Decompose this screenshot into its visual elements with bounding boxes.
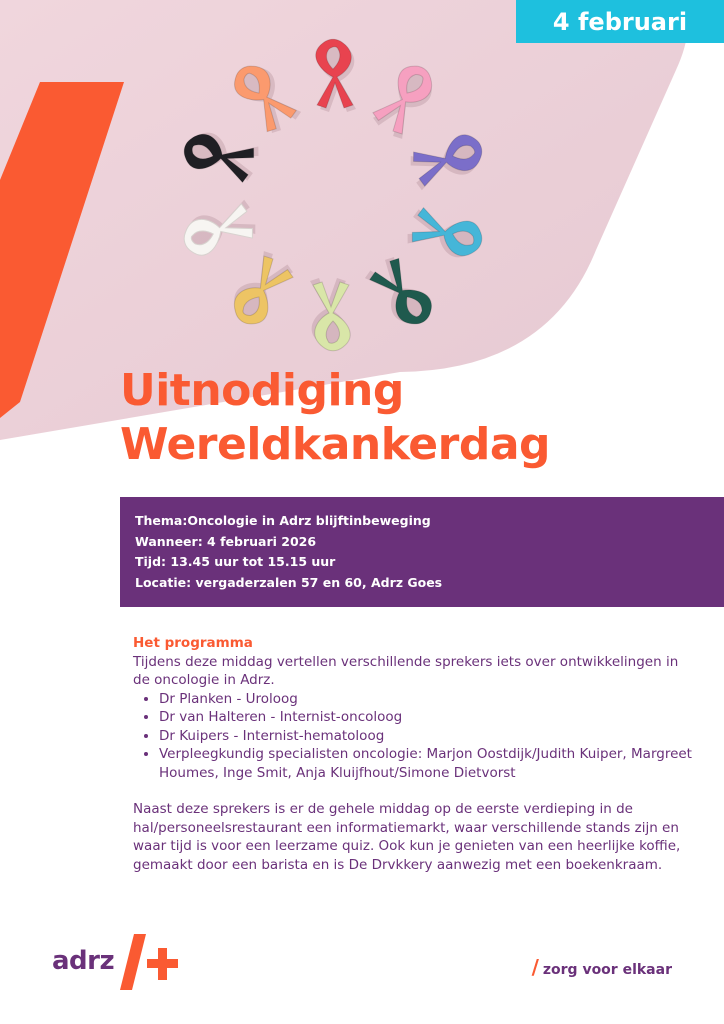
info-time: Tijd: 13.45 uur tot 15.15 uur [135, 554, 336, 569]
slogan [532, 955, 672, 979]
program-heading: Het programma [133, 635, 253, 651]
info-location: Locatie: vergaderzalen 57 en 60, Adrz Goes [135, 574, 443, 590]
speaker-item: • Dr Planken - Uroloog [159, 690, 693, 709]
title-line-1: Uitnodiging [120, 365, 404, 416]
speaker-list [133, 690, 693, 783]
speaker-item: • Verpleegkundig specialisten oncologie: Marjon Oostdijk/Judith Kuiper, Margreet Houmes, Inge Smit, Anja Kluijfhout/Simone Dietvorst [159, 745, 693, 782]
slogan-text: zorg voor elkaar [542, 962, 672, 978]
slash-icon: / [531, 955, 539, 979]
speaker-item: • Dr Kuipers - Internist-hematoloog [159, 727, 693, 746]
date-badge: 4 februari [516, 0, 724, 43]
program-section [133, 634, 693, 874]
program-intro: Tijdens deze middag vertellen verschillende sprekers iets over ontwikkelingen in de oncologie in Adrz. [133, 653, 679, 688]
logo-text: adrz [52, 946, 115, 976]
adrz-logo [52, 932, 182, 992]
info-theme: Thema:Oncologie in Adrz blijftinbeweging [135, 513, 431, 528]
info-date: Wanneer: 4 februari 2026 [135, 533, 317, 549]
event-info-box [120, 497, 724, 607]
program-closing: Naast deze sprekers is er de gehele middag op de eerste verdieping in de hal/personeelsrestaurant een informatiemarkt, waar verschillende stands zijn en waar tijd is voor een leerzame quiz. Ook kun je genieten van een heerlijke koffie, gemaakt door een barista en is De Drvkkery aanwezig met een boekenkraam. [133, 801, 681, 873]
page-title [120, 364, 550, 472]
title-line-2: Wereldkankerdag [120, 419, 551, 470]
slash-plus-icon [118, 932, 182, 992]
speaker-item: • Dr van Halteren - Internist-oncoloog [159, 708, 693, 727]
